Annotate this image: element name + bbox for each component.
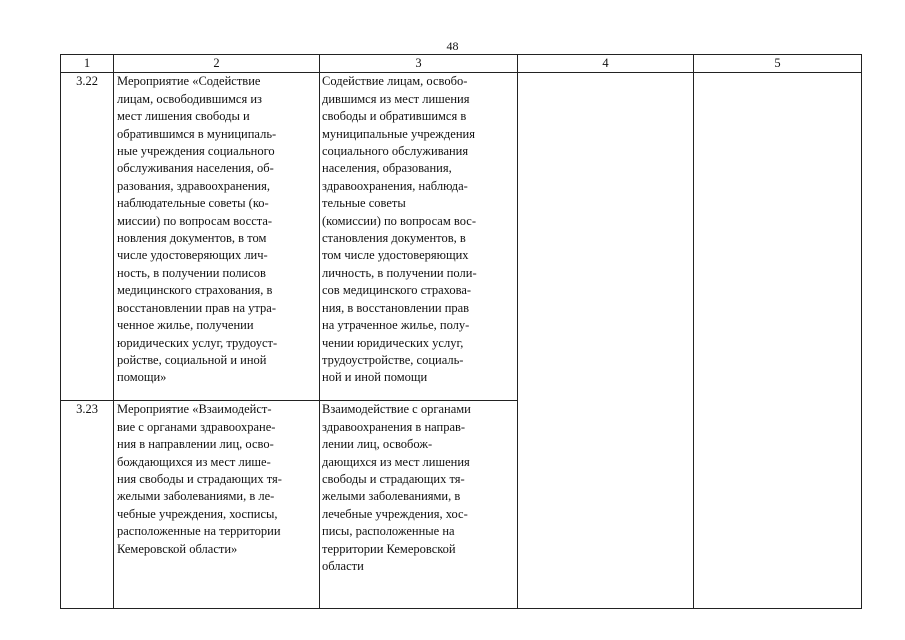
- content-text: Содействие лицам, освобо- дившимся из мест лишения свободы и обратившимся в муниципальные учреждения социального обслуживания населения, образования, здравоохранения, наблюда- тельные советы (комиссии) по вопросам вос- становления документов, в том числе удостоверяющих личность, в получении поли- сов медицинского страхова- ния, в восстановлении прав на утраченное жилье, полу- чении юридических услуг, трудоустройстве, социаль- ной и иной помощи: [322, 74, 477, 385]
- column-header-5: 5: [694, 55, 862, 73]
- column-4-cell: [518, 73, 694, 609]
- content-cell: [320, 73, 518, 401]
- measure-text: Мероприятие «Взаимодейст- вие с органами здравоохране- ния в направлении лиц, осво- бождающихся из мест лише- ния свободы и страдающих тя- желыми заболеваниями, в ле- чебные учреждения, хосписы, расположенные на территории Кемеровской области»: [117, 402, 282, 556]
- measure-cell: [114, 73, 320, 401]
- content-cell: [320, 401, 518, 609]
- column-header-2: 2: [114, 55, 320, 73]
- content-text: Взаимодействие с органами здравоохранения в направ- лении лиц, освобож- дающихся из мест лишения свободы и страдающих тя- желыми заболеваниями, в лечебные учреждения, хос- писы, расположенные на территории Кемеровской области: [322, 402, 471, 574]
- row-number: 3.23: [61, 401, 114, 609]
- document-table: [60, 54, 862, 609]
- column-header-3: 3: [320, 55, 518, 73]
- column-header-4: 4: [518, 55, 694, 73]
- table-row: [61, 73, 862, 401]
- measure-text: Мероприятие «Содействие лицам, освободившимся из мест лишения свободы и обратившимся в муниципаль- ные учреждения социального обслуживания населения, об- разования, здравоохранения, наблюдательные советы (ко- миссии) по вопросам восста- новления документов, в том числе удостоверяющих лич- ность, в получении полисов медицинского страхования, в восстановлении прав на утра- ченное жилье, получении юридических услуг, трудоуст- ройстве, социальной и иной помощи»: [117, 74, 278, 385]
- table-header-row: [61, 55, 862, 73]
- page-number: 48: [446, 39, 459, 53]
- measure-cell: [114, 401, 320, 609]
- column-5-cell: [694, 73, 862, 609]
- column-header-1: 1: [61, 55, 114, 73]
- row-number: 3.22: [61, 73, 114, 401]
